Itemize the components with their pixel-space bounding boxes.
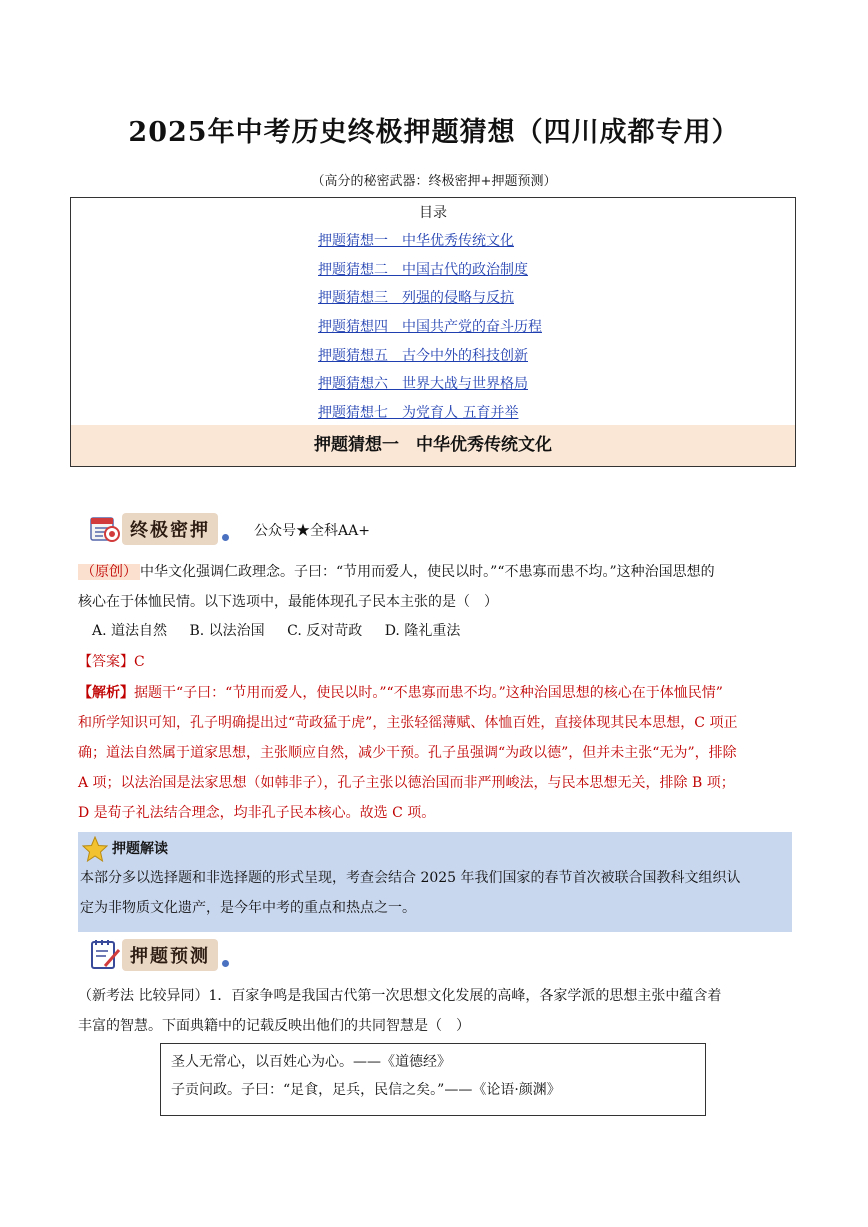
toc-link-5[interactable]: 押题猜想五 古今中外的科技创新 bbox=[318, 347, 528, 364]
prediction-badge-label: 押题预测 bbox=[122, 939, 218, 971]
badge-note: 公众号★全科AA+ bbox=[254, 523, 370, 539]
toc-link-3[interactable]: 押题猜想三 列强的侵略与反抗 bbox=[318, 290, 514, 307]
toc-link-1[interactable]: 押题猜想一 中华优秀传统文化 bbox=[318, 233, 514, 249]
quote-daodejing: 圣人无常心，以百姓心为心。——《道德经》 bbox=[171, 1054, 451, 1070]
toc-heading: 目录 bbox=[419, 205, 447, 221]
analysis-label: 【解析】 bbox=[78, 685, 134, 701]
option-a: A. 道法自然 bbox=[92, 623, 168, 639]
interpretation-heading: 押题解读 bbox=[112, 841, 168, 857]
answer-value: C bbox=[134, 654, 145, 670]
prediction-badge bbox=[88, 938, 229, 972]
analysis-block: 【解析】据题干“子曰：“节用而爱人，使民以时。”“不患寡而患不均。”这种治国思想的核心在于体恤民情” 和所学知识可知，孔子明确提出过“苛政猛于虎”，主张轻徭薄赋、体恤百姓，直接体现其民本思想，C 项正 确；道法自然属于道家思想，主张顺应自然，减少干预。孔子虽强调“为政以德”，但并未主张“无为”，排除 A 项；以法治国是法家思想（如韩非子），孔子主张以德治国而非严刑峻法，与民本思想无关，排除 B 项； D 是荀子礼法结合理念，均非孔子民本核心。故选 C 项。 bbox=[78, 685, 738, 821]
badge-dot-icon bbox=[222, 534, 229, 541]
prediction-question-1: （新考法 比较异同）1．百家争鸣是我国古代第一次思想文化发展的高峰，各家学派的思想主张中蕴含着 丰富的智慧。下面典籍中的记载反映出他们的共同智慧是（ ） bbox=[78, 988, 722, 1034]
toc-link-7[interactable]: 押题猜想七 为党育人 五育并举 bbox=[318, 405, 519, 422]
ultimate-badge bbox=[88, 512, 229, 546]
answer-line: 【答案】C bbox=[78, 654, 145, 670]
question-1-options bbox=[92, 620, 478, 640]
question-1-stem: （原创） 中华文化强调仁政理念。子曰：“节用而爱人，使民以时。”“不患寡而患不均。”这种治国思想的 核心在于体恤民情。以下选项中，最能体现孔子民本主张的是（ ） bbox=[78, 564, 715, 610]
table-of-contents bbox=[70, 197, 796, 467]
option-b: B. 以法治国 bbox=[189, 623, 265, 639]
page-subtitle: （高分的秘密武器：终极密押+押题预测） bbox=[311, 174, 557, 189]
toc-link-4[interactable]: 押题猜想四 中国共产党的奋斗历程 bbox=[318, 319, 542, 336]
badge-dot-icon bbox=[222, 960, 229, 967]
target-calendar-icon bbox=[88, 512, 122, 546]
quote-box bbox=[160, 1043, 706, 1116]
option-c: C. 反对苛政 bbox=[287, 623, 363, 639]
option-d: D. 隆礼重法 bbox=[384, 623, 461, 639]
ultimate-badge-label: 终极密押 bbox=[122, 513, 218, 545]
star-icon bbox=[82, 836, 108, 862]
original-tag: （原创） bbox=[78, 564, 140, 580]
toc-link-list bbox=[318, 230, 542, 431]
interpretation-panel bbox=[78, 832, 792, 932]
notebook-pen-icon bbox=[88, 938, 122, 972]
page-title: 2025年中考历史终极押题猜想（四川成都专用） bbox=[128, 117, 740, 148]
quote-lunyu: 子贡问政。子曰：“足食，足兵，民信之矣。”——《论语·颜渊》 bbox=[171, 1082, 561, 1098]
section-heading-band: 押题猜想一 中华优秀传统文化 bbox=[71, 425, 795, 466]
toc-link-2[interactable]: 押题猜想二 中国古代的政治制度 bbox=[318, 261, 528, 278]
toc-link-6[interactable]: 押题猜想六 世界大战与世界格局 bbox=[318, 376, 528, 393]
interpretation-text: 本部分多以选择题和非选择题的形式呈现，考查会结合 2025 年我们国家的春节首次被联合国教科文组织认 定为非物质文化遗产，是今年中考的重点和热点之一。 bbox=[80, 870, 741, 916]
